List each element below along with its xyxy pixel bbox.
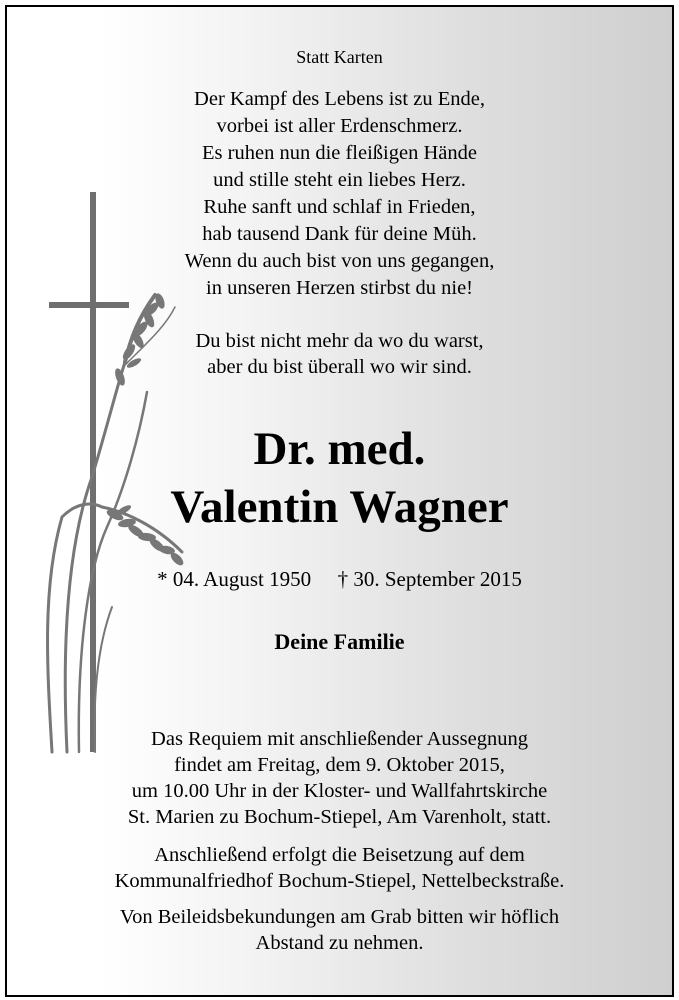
poem-line: Es ruhen nun die fleißigen Hände [202,142,477,164]
poem-line: in unseren Herzen stirbst du nie! [206,277,473,299]
birth-date: * 04. August 1950 [157,567,312,591]
condolence-line: Abstand zu nehmen. [255,932,424,954]
service-line: um 10.00 Uhr in der Kloster- und Wallfahrtskirche [131,780,548,802]
poem-line: Wenn du auch bist von uns gegangen, [184,250,495,272]
family-signature: Deine Familie [274,629,405,654]
name-title: Dr. med. [253,423,426,475]
poem-line: und stille steht ein liebes Herz. [213,169,466,191]
death-date: † 30. September 2015 [337,567,522,591]
poem-line: vorbei ist aller Erdenschmerz. [216,115,463,137]
burial-line: Kommunalfriedhof Bochum-Stiepel, Nettelbeckstraße. [114,870,565,892]
condolence-line: Von Beileidsbekundungen am Grab bitten wir höflich [119,906,560,928]
life-dates [7,567,672,592]
poem-line: Der Kampf des Lebens ist zu Ende, [194,88,485,110]
poem-line: hab tausend Dank für deine Müh. [202,223,477,245]
deceased-name: Valentin Wagner [170,481,509,533]
poem-line: Ruhe sanft und schlaf in Frieden, [203,196,476,218]
obituary-card [5,5,674,997]
service-line: Das Requiem mit anschließender Aussegnung [151,728,528,750]
quote-line: Du bist nicht mehr da wo du warst, [195,330,484,352]
burial-line: Anschließend erfolgt die Beisetzung auf dem [154,844,525,866]
quote-line: aber du bist überall wo wir sind. [207,356,472,378]
service-line: findet am Freitag, dem 9. Oktober 2015, [174,754,505,776]
service-line: St. Marien zu Bochum-Stiepel, Am Varenholt, statt. [127,806,552,828]
header-text: Statt Karten [296,47,383,67]
